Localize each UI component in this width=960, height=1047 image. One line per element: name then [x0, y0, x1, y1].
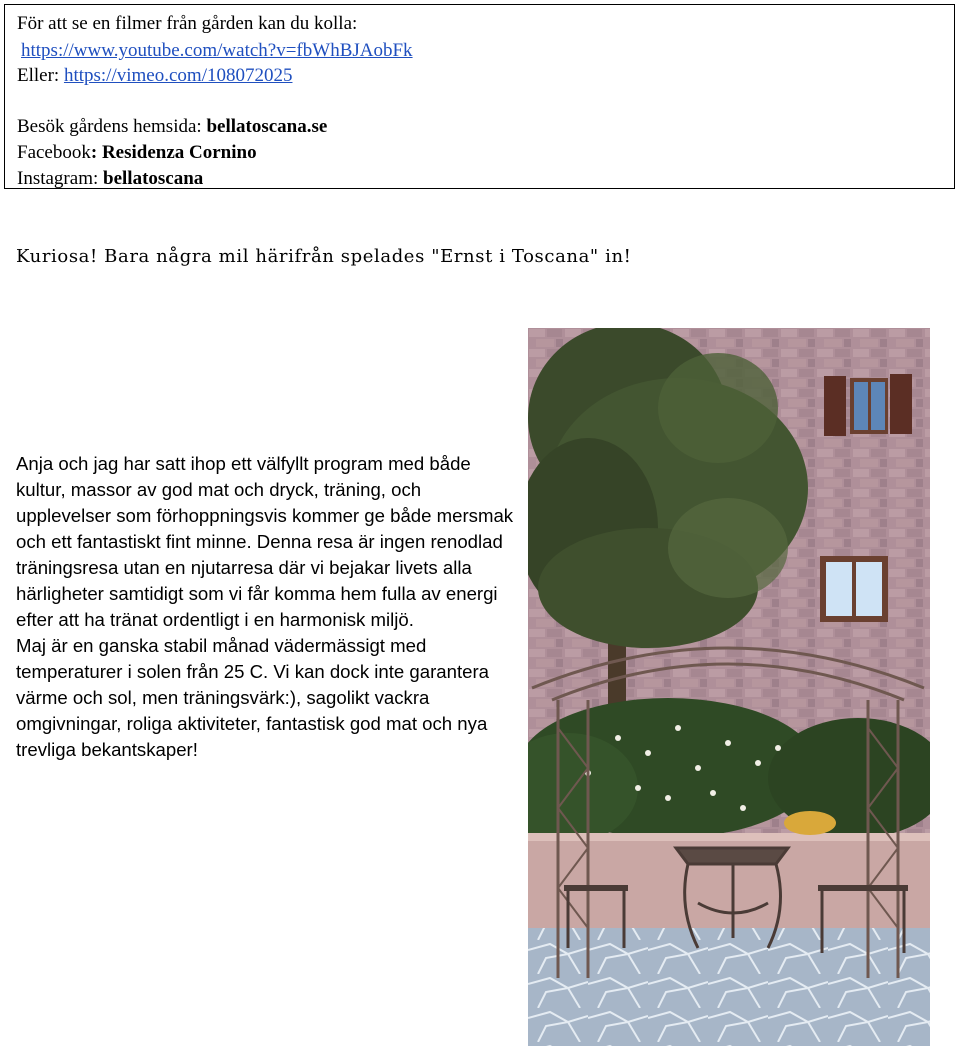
- info-box: [4, 4, 955, 189]
- paragraph-program: Anja och jag har satt ihop ett välfyllt program med både kultur, massor av god mat och dryck, träning, och upplevelser som förhoppningsvis kommer ge både mersmak och ett fantastiskt fint minne. Denna resa är ingen renodlad träningsresa utan en njutarresa där vi bejakar livets alla härligheter samtidigt som vi får komma hem fulla av energi efter att ha tränat ordentligt i en harmonisk miljö.: [16, 453, 514, 630]
- website-prefix: Besök gårdens hemsida:: [17, 116, 207, 137]
- program-description: [16, 451, 516, 763]
- website-row: [17, 116, 327, 138]
- facebook-row: [17, 142, 257, 164]
- vimeo-link[interactable]: https://vimeo.com/108072025: [63, 65, 293, 86]
- facebook-prefix: Facebook: [17, 142, 91, 163]
- instagram-row: [17, 168, 203, 190]
- upper-window: [824, 374, 912, 436]
- courtyard-illustration: [528, 328, 930, 1046]
- facebook-value: : Residenza Cornino: [90, 142, 257, 163]
- films-intro: För att se en filmer från gården kan du kolla:: [17, 13, 358, 34]
- vimeo-prefix: Eller:: [17, 65, 64, 86]
- lower-window: [820, 556, 888, 622]
- vimeo-row: [17, 65, 292, 87]
- instagram-value: bellatoscana: [103, 168, 204, 189]
- kuriosa-note: Kuriosa! Bara några mil härifrån spelades "Ernst i Toscana" in!: [16, 246, 632, 267]
- paragraph-weather: Maj är en ganska stabil månad vädermässigt med temperaturer i solen från 25 C. Vi kan dock inte garantera värme och sol, men träningsvärk:), sagolikt vackra omgivningar, roliga aktiviteter, fantastisk god mat och nya trevliga bekantskaper!: [16, 635, 490, 760]
- youtube-link[interactable]: https://www.youtube.com/watch?v=fbWhBJAobFk: [21, 40, 413, 61]
- website-value: bellatoscana.se: [206, 116, 328, 137]
- youtube-link-row: [21, 40, 413, 62]
- instagram-prefix: Instagram:: [17, 168, 104, 189]
- courtyard-photo: [528, 328, 930, 1046]
